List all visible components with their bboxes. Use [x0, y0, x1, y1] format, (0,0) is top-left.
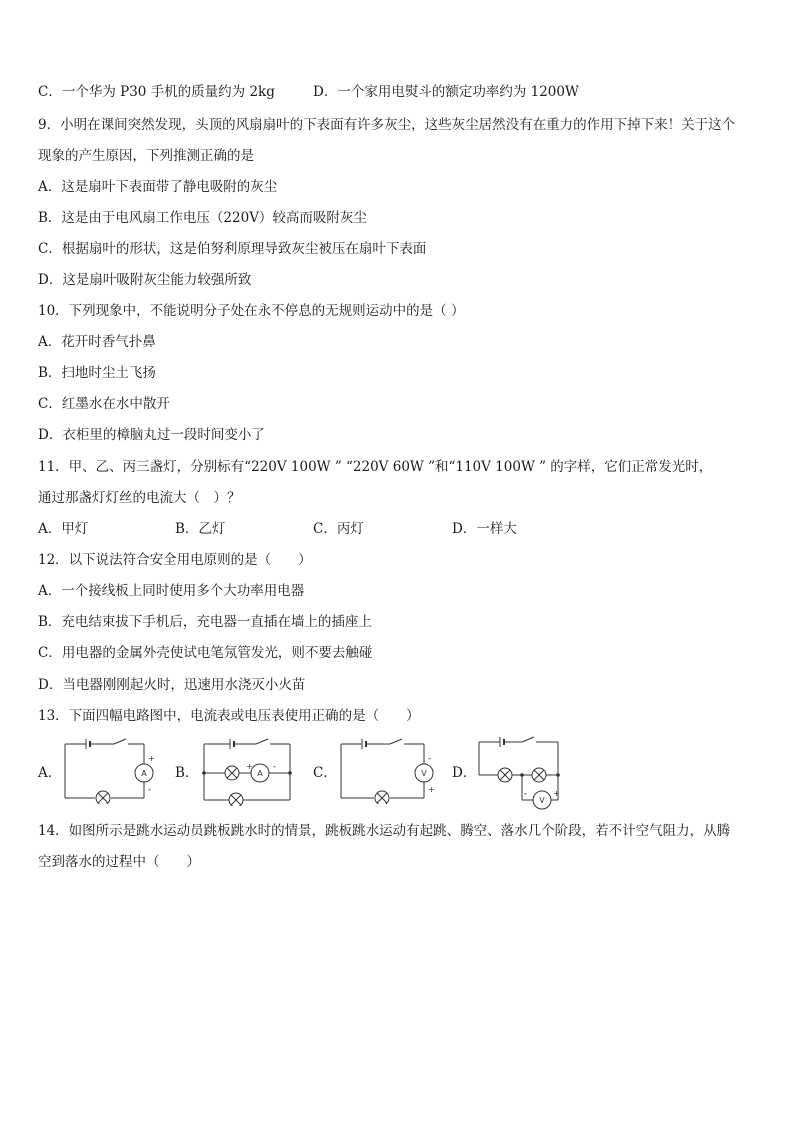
circuit-b-label: B． — [175, 765, 199, 781]
voltmeter-letter: V — [539, 796, 545, 805]
q12-option-d: D．当电器刚刚起火时，迅速用水浇灭小火苗 — [38, 677, 306, 693]
q10-option-b: B．扫地时尘土飞扬 — [38, 365, 156, 381]
q13-stem: 13．下面四幅电路图中，电流表或电压表使用正确的是（ ） — [38, 708, 420, 724]
q12-stem: 12．以下说法符合安全用电原则的是（ ） — [38, 552, 312, 568]
q10-stem: 10．下列现象中，不能说明分子处在永不停息的无规则运动中的是（ ） — [38, 303, 465, 319]
q14-stem-cont: 空到落水的过程中（ ） — [38, 854, 200, 870]
q10-option-d: D．衣柜里的樟脑丸过一段时间变小了 — [38, 427, 265, 443]
q9-option-b: B．这是由于电风扇工作电压（220V）较高而吸附灰尘 — [38, 210, 367, 226]
ammeter-letter: A — [141, 769, 147, 778]
q9-stem: 9．小明在课间突然发现，头顶的风扇扇叶的下表面有许多灰尘，这些灰尘居然没有在重力的作用下掉下来！关于这个 — [38, 117, 736, 133]
q12-option-b: B．充电结束拔下手机后，充电器一直插在墙上的插座上 — [38, 614, 372, 630]
q12-option-a: A．一个接线板上同时使用多个大功率用电器 — [38, 583, 305, 599]
voltmeter-letter: V — [421, 769, 427, 778]
q9-option-c: C．根据扇叶的形状，这是伯努利原理导致灰尘被压在扇叶下表面 — [38, 241, 427, 257]
q9-stem-cont: 现象的产生原因，下列推测正确的是 — [38, 148, 254, 164]
ammeter-plus: + — [148, 754, 155, 763]
circuit-a-label: A． — [38, 765, 62, 781]
q11-stem: 11．甲、乙、丙三盏灯，分别标有“220V 100W ” “220V 60W ”和“110V 100W ” 的字样，它们正常发光时， — [38, 459, 713, 475]
q9-option-d: D．这是扇叶吸附灰尘能力较强所致 — [38, 272, 252, 288]
voltmeter-plus: + — [553, 789, 560, 798]
q8-option-c: C．一个华为 P30 手机的质量约为 2kg — [38, 84, 275, 100]
q14-stem: 14．如图所示是跳水运动员跳板跳水时的情景，跳板跳水运动有起跳、腾空、落水几个阶段，若不计空气阻力，从腾 — [38, 823, 731, 839]
q12-option-c: C．用电器的金属外壳使试电笔氖管发光，则不要去触碰 — [38, 645, 373, 661]
q8-option-d: D．一个家用电熨斗的额定功率约为 1200W — [313, 84, 579, 100]
circuit-a-diagram — [62, 736, 162, 804]
voltmeter-minus: - — [428, 754, 432, 764]
switch-blade — [114, 739, 126, 744]
q10-option-c: C．红墨水在水中散开 — [38, 396, 170, 412]
q11-option-d: D．一样大 — [452, 521, 517, 537]
circuit-d-diagram — [476, 734, 566, 810]
q9-option-a: A．这是扇叶下表面带了静电吸附的灰尘 — [38, 179, 278, 195]
ammeter-plus: + — [246, 762, 253, 771]
q11-option-c: C．丙灯 — [313, 521, 364, 537]
q11-stem-cont: 通过那盏灯灯丝的电流大（ ）？ — [38, 490, 241, 506]
circuit-c-label: C． — [313, 765, 337, 781]
ammeter-minus: - — [148, 785, 152, 795]
ammeter-letter: A — [257, 769, 263, 778]
q11-option-b: B．乙灯 — [175, 521, 226, 537]
voltmeter-minus: - — [524, 789, 528, 799]
q11-option-a: A．甲灯 — [38, 521, 89, 537]
circuit-b-diagram — [198, 736, 298, 806]
ammeter-minus: - — [273, 762, 277, 772]
q10-option-a: A．花开时香气扑鼻 — [38, 334, 156, 350]
circuit-d-label: D． — [452, 765, 477, 781]
circuit-c-diagram — [338, 736, 438, 804]
voltmeter-plus: + — [428, 785, 435, 794]
